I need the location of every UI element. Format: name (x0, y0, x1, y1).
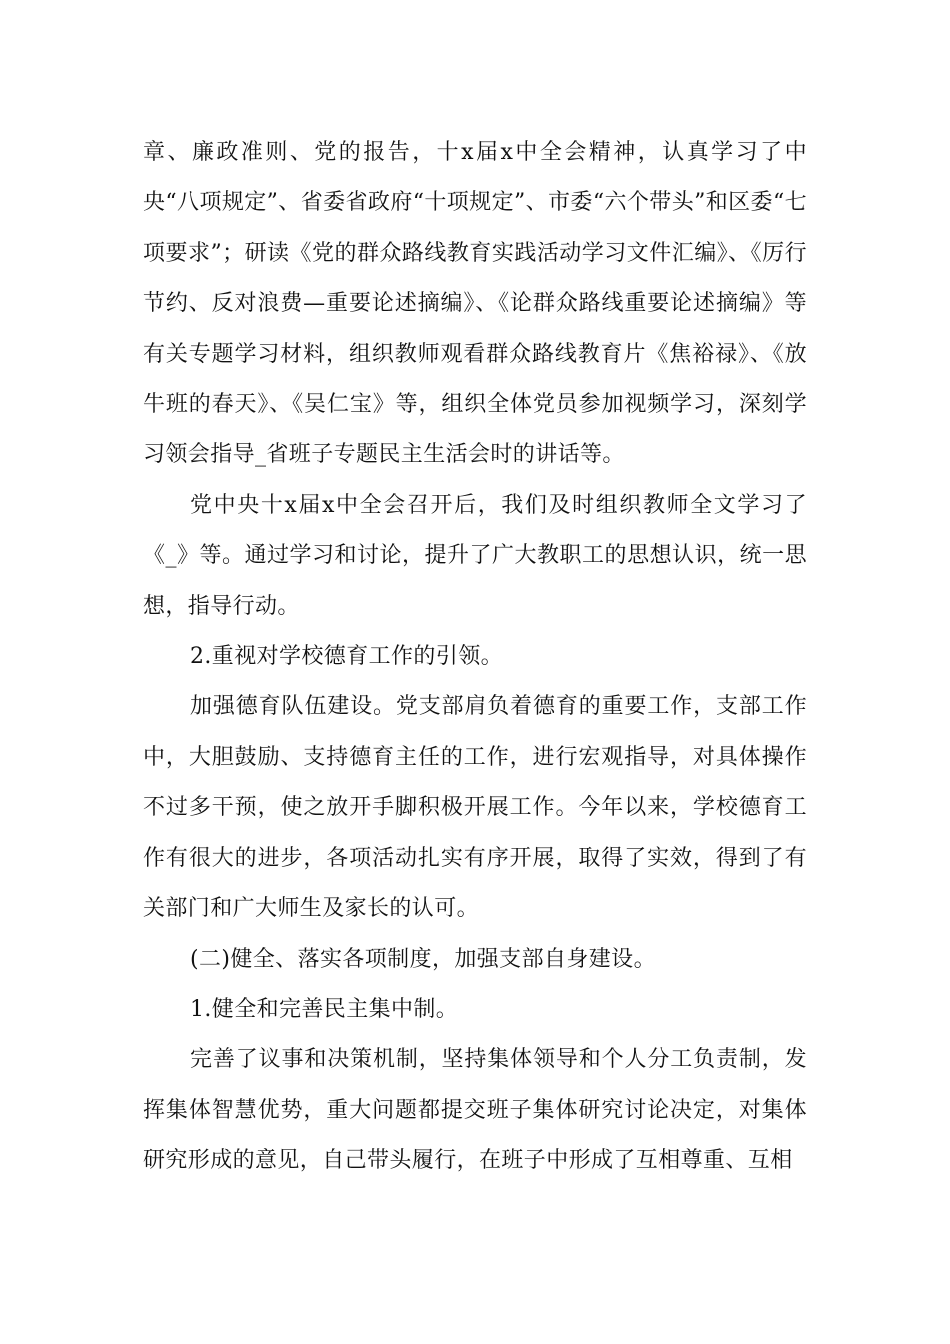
heading-moral-education: 2.重视对学校德育工作的引领。 (190, 644, 503, 670)
paragraph-4: 完善了议事和决策机制，坚持集体领导和个人分工负责制，发挥集体智慧优势，重大问题都提交班子集体研究讨论决定，对集体研究形成的意见，自己带头履行，在班子中形成了互相尊重、互相 (143, 1047, 807, 1174)
paragraph-1: 章、廉政准则、党的报告，十x届x中全会精神，认真学习了中央“八项规定”、省委省政府“十项规定”、市委“六个带头”和区委“七项要求”；研读《党的群众路线教育实践活动学习文件汇编》、《厉行节约、反对浪费—重要论述摘编》、《论群众路线重要论述摘编》等有关专题学习材料，组织教师观看群众路线教育片《焦裕禄》、《放牛班的春天》、《吴仁宝》等，组织全体党员参加视频学习，深刻学习领会指导_省班子专题民主生活会时的讲话等。 (143, 140, 807, 468)
document-body (143, 128, 807, 1187)
paragraph-3: 加强德育队伍建设。党支部肩负着德育的重要工作，支部工作中，大胆鼓励、支持德育主任的工作，进行宏观指导，对具体操作不过多干预，使之放开手脚积极开展工作。今年以来，学校德育工作有很大的进步，各项活动扎实有序开展，取得了实效，得到了有关部门和广大师生及家长的认可。 (143, 694, 807, 922)
paragraph-2: 党中央十x届x中全会召开后，我们及时组织教师全文学习了《_》等。通过学习和讨论，提升了广大教职工的思想认识，统一思想，指导行动。 (143, 492, 807, 619)
section-heading-2: (二)健全、落实各项制度，加强支部自身建设。 (190, 946, 656, 972)
heading-democratic-centralism: 1.健全和完善民主集中制。 (190, 996, 459, 1022)
